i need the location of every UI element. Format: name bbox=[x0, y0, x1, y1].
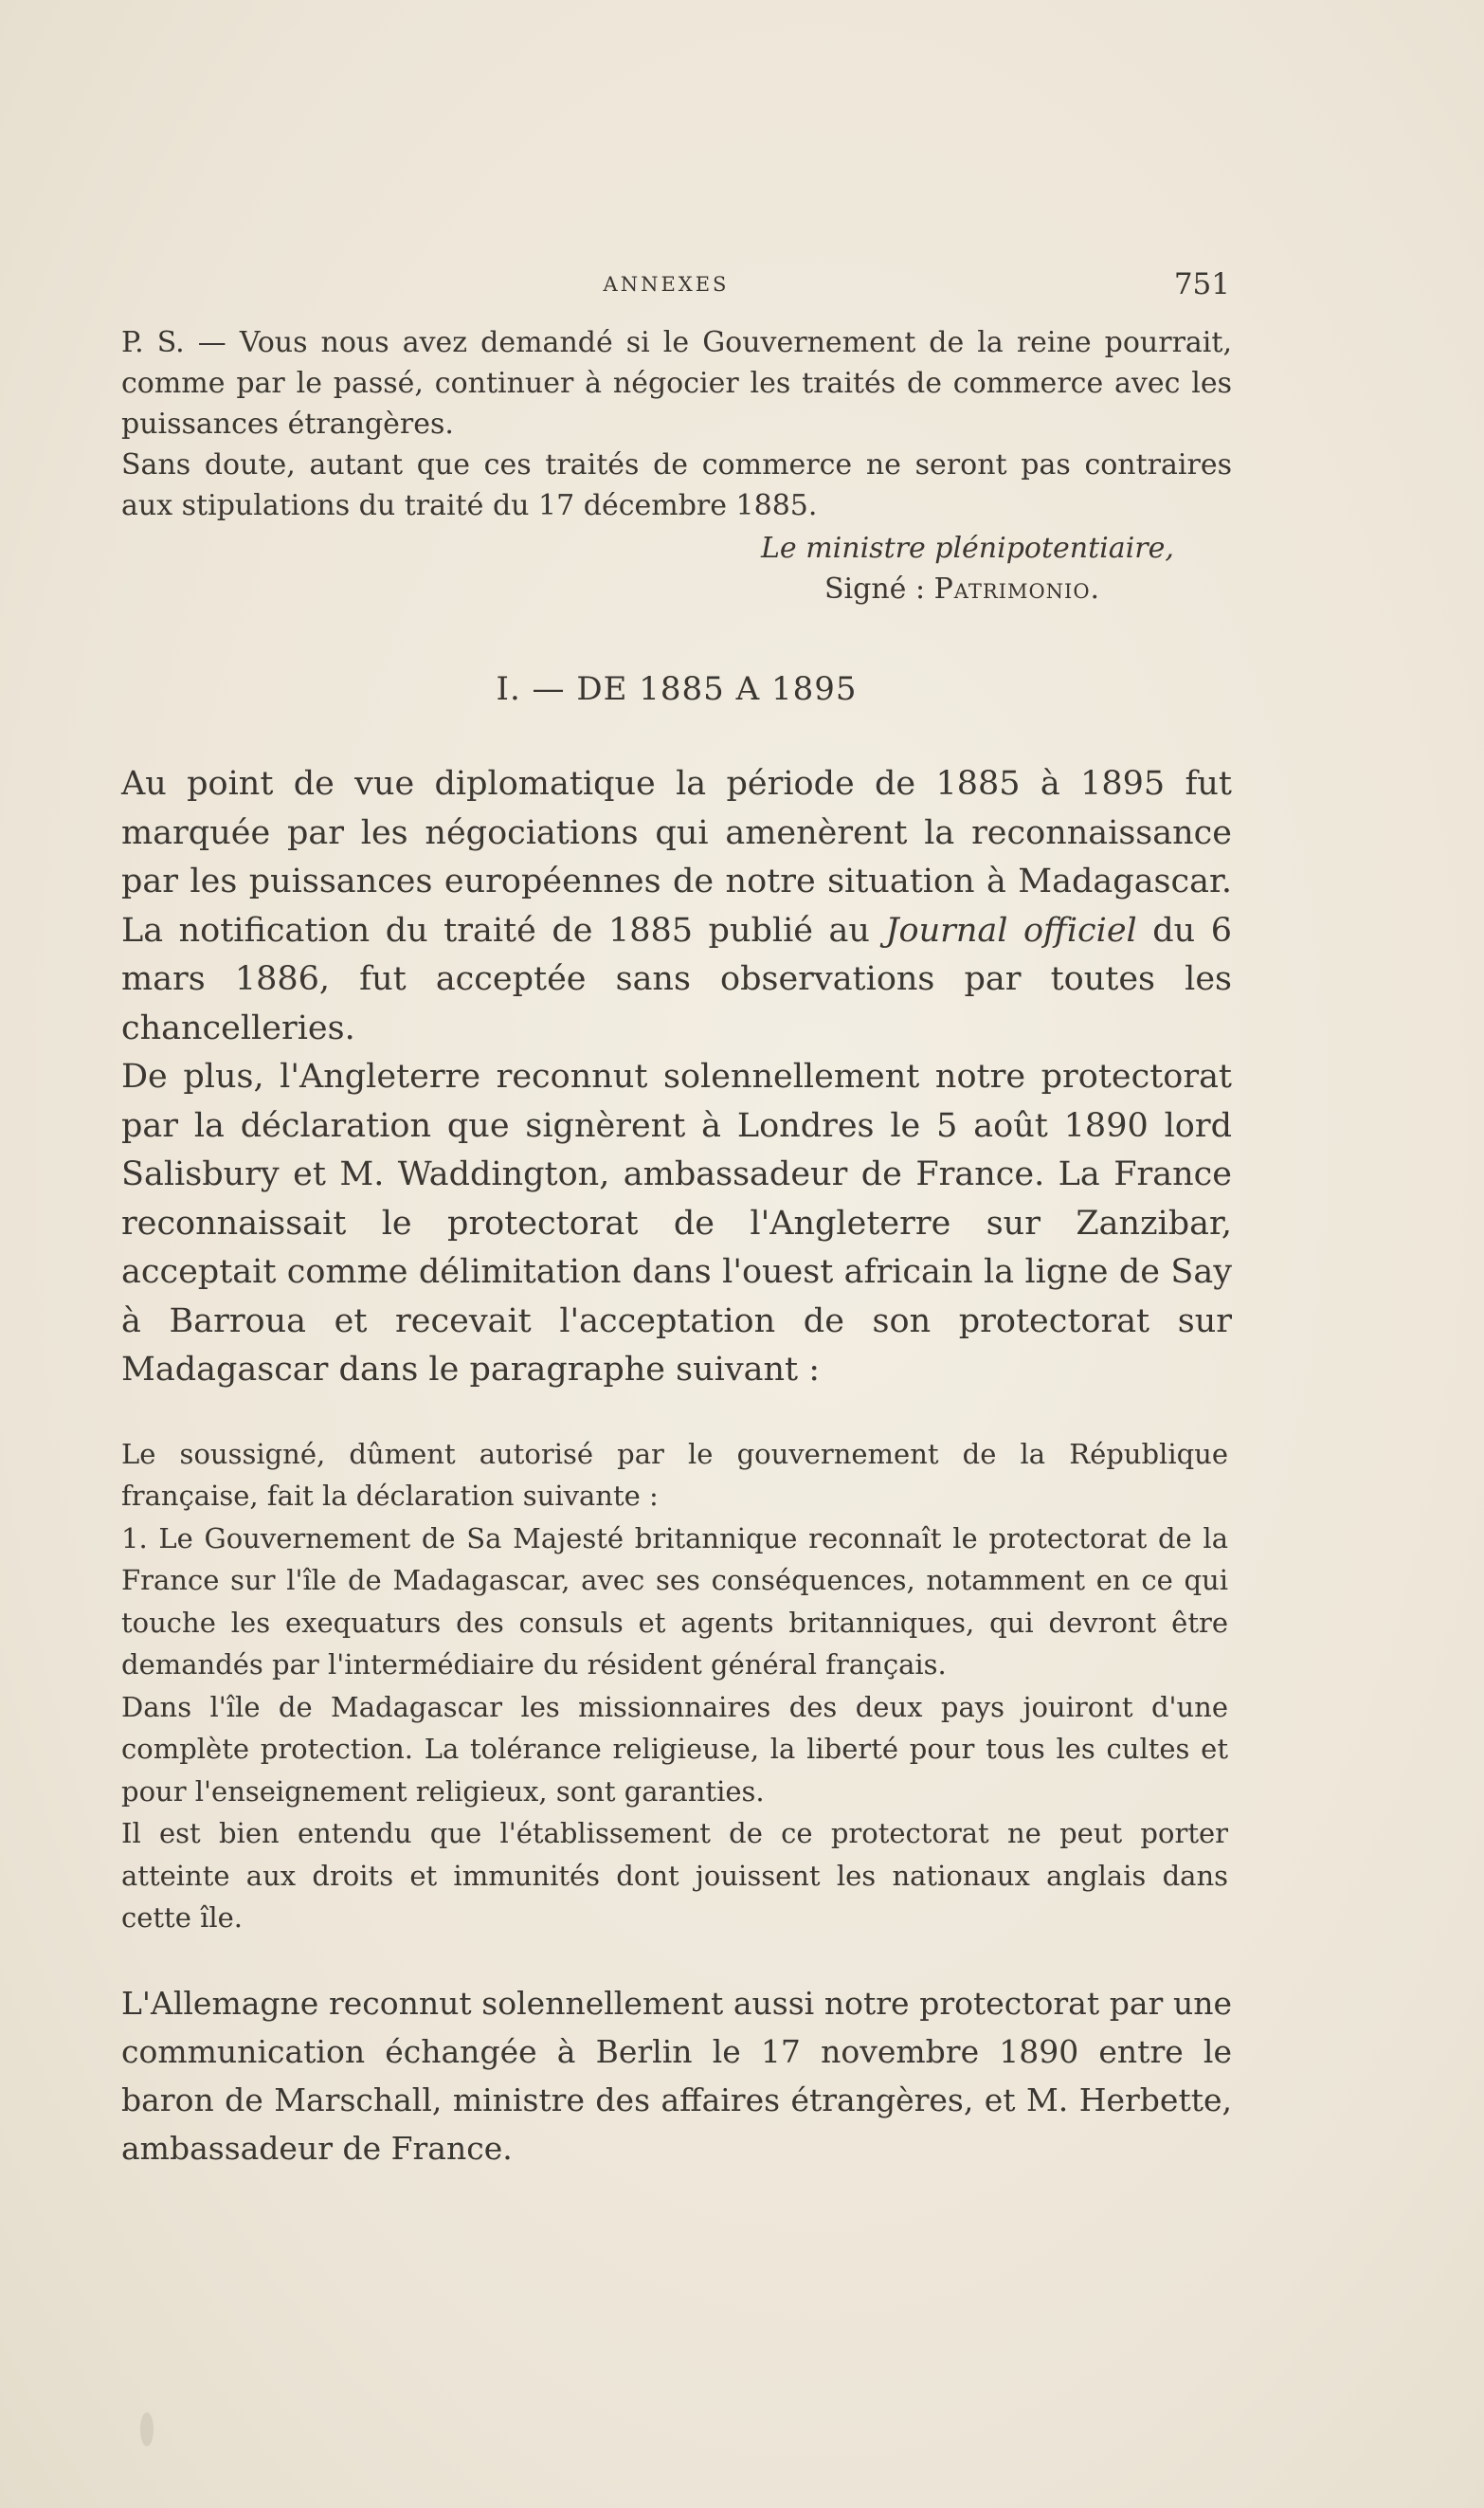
quote-paragraph: Le soussigné, dûment autorisé par le gouvernement de la République française, fait la déclaration suivante : bbox=[121, 1437, 1228, 1512]
journal-title: Journal officiel bbox=[885, 911, 1137, 950]
page-body bbox=[121, 322, 1232, 2172]
postscript-paragraph: Sans doute, autant que ces traités de commerce ne seront pas contraires aux stipulations du traité du 17 décembre 1885. bbox=[121, 448, 1232, 522]
quote-paragraph: Dans l'île de Madagascar les missionnaires des deux pays jouiront d'une complète protection. La tolérance religieuse, la liberté pour tous les cultes et pour l'enseignement religieux, sont garanties. bbox=[121, 1690, 1228, 1808]
final-text bbox=[121, 1979, 1232, 2172]
final-paragraph: L'Allemagne reconnut solennellement aussi notre protectorat par une communication échangée à Berlin le 17 novembre 1890 entre le baron de Marschall, ministre des affaires étrangères, et M. Herbette, ambassadeur de France. bbox=[121, 1984, 1232, 2167]
signature-line bbox=[121, 569, 1232, 609]
main-text bbox=[121, 760, 1232, 1395]
signature-name: Patrimonio. bbox=[933, 572, 1101, 606]
page-number: 751 bbox=[1173, 267, 1230, 301]
main-paragraph-text: du 6 mars 1886, fut acceptée sans observations par toutes les chancelleries. bbox=[121, 911, 1232, 1047]
running-head: ANNEXES bbox=[603, 273, 730, 296]
paper-smudge bbox=[140, 2412, 154, 2446]
quote-paragraph: Il est bien entendu que l'établissement de ce protectorat ne peut porter atteinte aux droits et immunités dont jouissent les nationaux anglais dans cette île. bbox=[121, 1817, 1228, 1934]
main-paragraph: De plus, l'Angleterre reconnut solennellement notre protectorat par la déclaration que signèrent à Londres le 5 août 1890 lord Salisbury et M. Waddington, ambassadeur de France. La France reconnaissait le protectorat de l'Angleterre sur Zanzibar, acceptait comme délimitation dans l'ouest africain la ligne de Say à Barroua et recevait l'acceptation de son protectorat sur Madagascar dans le paragraphe suivant : bbox=[121, 1058, 1232, 1389]
postscript-paragraph: P. S. — Vous nous avez demandé si le Gouvernement de la reine pourrait, comme par le passé, continuer à négocier les traités de commerce avec les puissances étrangères. bbox=[121, 326, 1232, 441]
page-header bbox=[0, 267, 1484, 311]
signature-title: Le ministre plénipotentiaire, bbox=[761, 532, 1174, 565]
section-heading: I. — DE 1885 A 1895 bbox=[496, 670, 858, 708]
main-paragraph bbox=[121, 760, 1232, 1053]
postscript bbox=[121, 322, 1232, 526]
declaration-quote bbox=[121, 1433, 1232, 1939]
quote-paragraph: 1. Le Gouvernement de Sa Majesté britannique reconnaît le protectorat de la France sur l'île de Madagascar, avec ses conséquences, notamment en ce qui touche les exequaturs des consuls et agents britanniques, qui devront être demandés par l'intermédiaire du résident général français. bbox=[121, 1521, 1228, 1681]
signature-label: Signé : bbox=[824, 572, 926, 606]
signature-block bbox=[121, 528, 1232, 609]
main-paragraph-text: Au point de vue diplomatique la période de 1885 à 1895 fut marquée par les négociations qui amenèrent la reconnaissance par les puissances européennes de notre situation à Madagascar. La notification du traité de 1885 publié au bbox=[121, 765, 1232, 950]
